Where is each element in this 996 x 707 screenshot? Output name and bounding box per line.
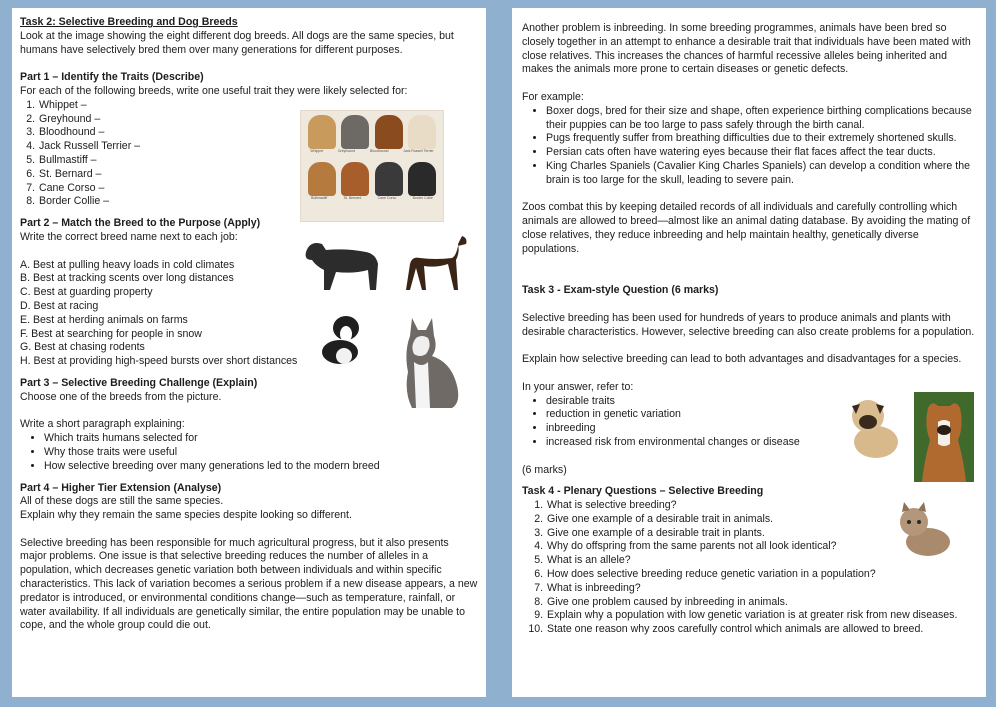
list-item: C. Best at guarding property bbox=[20, 286, 153, 299]
caption: St. Bernard bbox=[343, 196, 362, 200]
list-item: • Boxer dogs, bred for their size and shape, often experience birthing complications because their puppies can be too large to pass safely through the birth canal. bbox=[546, 105, 976, 133]
list-item: 5. What is an allele? bbox=[546, 554, 976, 568]
greyhound-image bbox=[341, 115, 369, 149]
task2-title: Task 2: Selective Breeding and Dog Breeds bbox=[20, 16, 238, 28]
part3-instruction: Choose one of the breeds from the picture. bbox=[20, 390, 222, 403]
list-item: 10. State one reason why zoos carefully control which animals are allowed to breed. bbox=[546, 623, 976, 637]
part1-heading: Part 1 – Identify the Traits (Describe) bbox=[20, 71, 204, 84]
cane-corso-image bbox=[296, 230, 386, 296]
caption: Greyhound bbox=[337, 149, 356, 153]
task2-intro: Look at the image showing the eight different dog breeds. All dogs are the same species, but humans have selectively bred them over many generations for different purposes. bbox=[20, 29, 454, 56]
example-label: For example: bbox=[522, 90, 584, 103]
list-item: 1. What is selective breeding? bbox=[546, 499, 976, 513]
list-item: 1. Whippet – bbox=[38, 99, 478, 113]
list-item: 7. Cane Corso – bbox=[38, 182, 478, 196]
list-item: 6. St. Bernard – bbox=[38, 168, 478, 182]
list-item: 8. Border Collie – bbox=[38, 195, 478, 209]
part3-bullets bbox=[20, 432, 478, 473]
task3-refer: In your answer, refer to: bbox=[522, 380, 634, 393]
boxer-icon bbox=[914, 392, 974, 482]
dog-breeds-photo bbox=[300, 110, 444, 222]
caption: Cane Corso bbox=[377, 196, 397, 200]
list-item: • How selective breeding over many generations led to the modern breed bbox=[44, 460, 478, 474]
border-collie-image bbox=[408, 162, 436, 196]
caption: Bloodhound bbox=[369, 149, 389, 153]
right-page bbox=[512, 8, 986, 697]
bullmastiff-image bbox=[308, 162, 336, 196]
part1-instruction: For each of the following breeds, write one useful trait they were likely selected for: bbox=[20, 84, 408, 97]
inbreeding-paragraph: Another problem is inbreeding. In some breeding programmes, animals have been bred so closely together in an attempt to enhance a desirable trait that individuals have been mated with close relatives. This increases the chances of harmful recessive alleles being inherited and makes the animals more prone to certain diseases or genetic defects. bbox=[522, 22, 971, 76]
list-item: • inbreeding bbox=[546, 422, 976, 436]
pug-image bbox=[842, 392, 904, 462]
list-item: • Which traits humans selected for bbox=[44, 432, 478, 446]
list-item: 2. Give one example of a desirable trait in animals. bbox=[546, 513, 976, 527]
list-item: H. Best at providing high-speed bursts over short distances bbox=[20, 355, 298, 368]
part4-line1: All of these dogs are still the same species. bbox=[20, 495, 224, 508]
list-item: 9. Explain why a population with low genetic variation is at greater risk from new diseases. bbox=[546, 609, 976, 623]
list-item: 8. Give one problem caused by inbreeding in animals. bbox=[546, 596, 976, 610]
list-item: F. Best at searching for people in snow bbox=[20, 327, 202, 340]
task3-heading: Task 3 - Exam-style Question (6 marks) bbox=[522, 284, 719, 297]
list-item: D. Best at racing bbox=[20, 299, 99, 312]
task3-marks: (6 marks) bbox=[522, 463, 567, 476]
boxer-image bbox=[914, 392, 974, 482]
list-item: E. Best at herding animals on farms bbox=[20, 313, 188, 326]
list-item: 2. Greyhound – bbox=[38, 113, 478, 127]
greyhound-image bbox=[402, 230, 472, 294]
closing-paragraph: Selective breeding has been responsible for much agricultural progress, but it also presents major problems. One issue is that selective breeding reduces the number of alleles in a population, which decreases genetic variation both between individuals and within specific characteristics. This lack of variation becomes a serious problem if a new disease appears, a new predator is introduced, or environmental conditions change—such as temperature, rainfall, or water availability. If all individuals are genetically similar, the entire population may be unable to cope, and the whole group could die out. bbox=[20, 536, 478, 632]
task3-points bbox=[522, 395, 976, 450]
list-item: B. Best at tracking scents over long distances bbox=[20, 272, 234, 285]
list-item: • Pugs frequently suffer from breathing difficulties due to their extremely shortened skulls. bbox=[546, 132, 976, 146]
bloodhound-image bbox=[375, 115, 403, 149]
task4-heading: Task 4 - Plenary Questions – Selective Breeding bbox=[522, 485, 764, 498]
part2-heading: Part 2 – Match the Breed to the Purpose (Apply) bbox=[20, 217, 261, 230]
list-item: • Why those traits were useful bbox=[44, 446, 478, 460]
task3-explain: Explain how selective breeding can lead to both advantages and disadvantages for a species. bbox=[522, 353, 962, 366]
list-item: • Persian cats often have watering eyes because their flat faces affect the tear ducts. bbox=[546, 146, 976, 160]
part3-write: Write a short paragraph explaining: bbox=[20, 418, 185, 431]
left-page bbox=[12, 8, 486, 697]
list-item: • reduction in genetic variation bbox=[546, 408, 976, 422]
list-item: • King Charles Spaniels (Cavalier King Charles Spaniels) can develop a condition where the brain is too large for the skull, leading to severe pain. bbox=[546, 160, 976, 188]
list-item: 3. Bloodhound – bbox=[38, 126, 478, 140]
part3-heading: Part 3 – Selective Breeding Challenge (Explain) bbox=[20, 376, 258, 389]
list-item: 4. Why do offspring from the same parents not all look identical? bbox=[546, 540, 976, 554]
border-collie-image bbox=[316, 310, 366, 368]
list-item: 5. Bullmastiff – bbox=[38, 154, 478, 168]
part4-line2: Explain why they remain the same species despite looking so different. bbox=[20, 509, 352, 522]
part2-instruction: Write the correct breed name next to each job: bbox=[20, 230, 238, 243]
jack-russell-image bbox=[408, 115, 436, 149]
caption: Bullmastiff bbox=[311, 196, 328, 200]
list-item: 4. Jack Russell Terrier – bbox=[38, 140, 478, 154]
caption: Border Collie bbox=[412, 196, 433, 200]
part4-heading: Part 4 – Higher Tier Extension (Analyse) bbox=[20, 481, 222, 494]
list-item: 7. What is inbreeding? bbox=[546, 582, 976, 596]
list-item: • desirable traits bbox=[546, 395, 976, 409]
zoos-paragraph: Zoos combat this by keeping detailed records of all individuals and carefully controlling which animals are allowed to breed—almost like an animal dating database. By avoiding the mating of close relatives, they reduce inbreeding and help maintain healthy, genetically diverse populations. bbox=[522, 201, 971, 255]
husky-image bbox=[392, 312, 476, 412]
list-item: 6. How does selective breeding reduce genetic variation in a population? bbox=[546, 568, 976, 582]
whippet-image bbox=[308, 115, 336, 149]
st-bernard-image bbox=[341, 162, 369, 196]
persian-cat-image bbox=[894, 498, 954, 560]
caption: Whippet bbox=[310, 149, 324, 153]
cane-corso-image bbox=[375, 162, 403, 196]
task3-question: Selective breeding has been used for hundreds of years to produce animals and plants with desirable characteristics. However, selective breeding can also create problems for a population. bbox=[522, 311, 975, 338]
caption: Jack Russell Terrier bbox=[403, 149, 434, 153]
examples-list bbox=[522, 105, 976, 188]
list-item: • increased risk from environmental changes or disease bbox=[546, 436, 976, 450]
list-item: A. Best at pulling heavy loads in cold climates bbox=[20, 258, 235, 271]
list-item: G. Best at chasing rodents bbox=[20, 341, 145, 354]
list-item: 3. Give one example of a desirable trait in plants. bbox=[546, 527, 976, 541]
